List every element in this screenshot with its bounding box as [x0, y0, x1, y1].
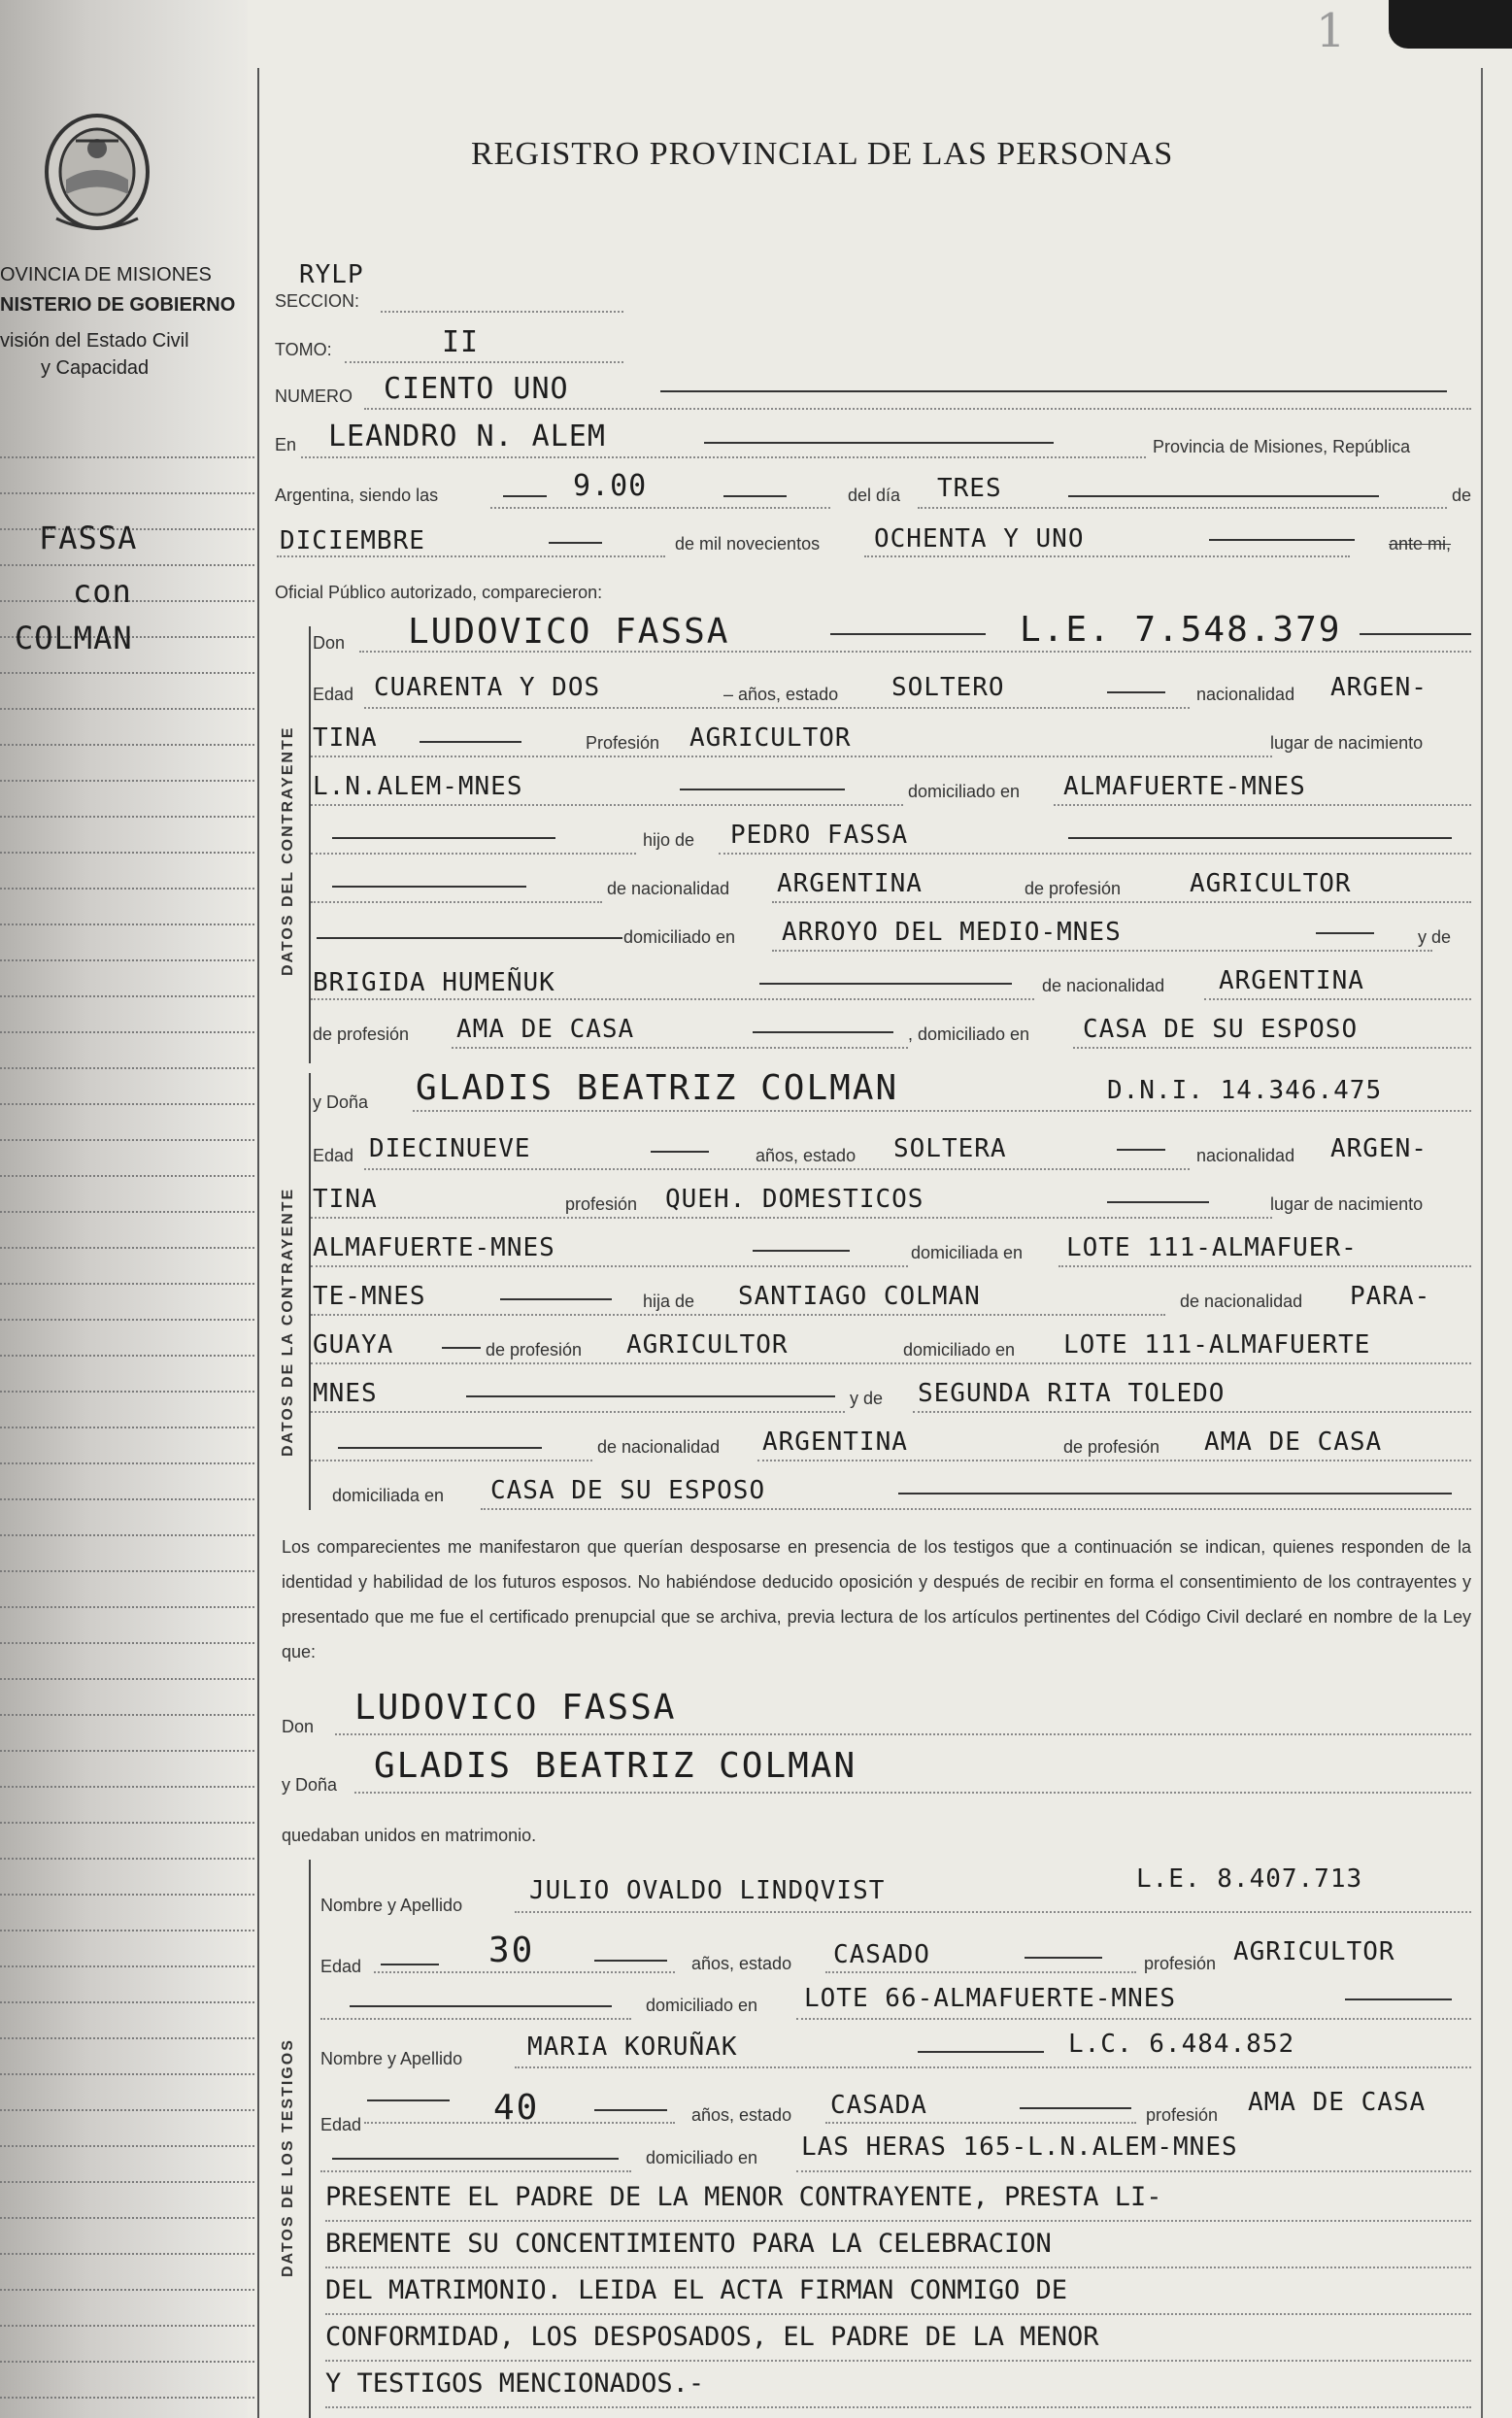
contrayente-f-profesion: QUEH. DOMESTICOS — [665, 1185, 924, 1214]
margin-ruled-line — [0, 1355, 254, 1357]
contrayente-f-nacionalidad-1: ARGEN- — [1330, 1134, 1428, 1163]
mes-line — [277, 555, 665, 557]
contrayente-f-lugar-nac: ALMAFUERTE-MNES — [313, 1233, 555, 1262]
margin-ruled-line — [0, 1283, 254, 1285]
contrayente-madre-nacionalidad: ARGENTINA — [1219, 966, 1364, 995]
margin-ruled-line — [0, 2001, 254, 2003]
f-anios-label: años, estado — [756, 1146, 857, 1165]
contrayente-nacionalidad-1: ARGEN- — [1330, 673, 1428, 702]
margin-ruled-line — [0, 1894, 254, 1896]
f-profesion-line — [311, 1217, 1272, 1219]
testigos-bracket — [309, 1860, 311, 2418]
del-dia-label: del día — [848, 486, 901, 505]
t1-edad-line — [374, 1971, 675, 1973]
t1-profesion: AGRICULTOR — [1233, 1937, 1395, 1966]
tomo-label: TOMO: — [275, 340, 332, 359]
t1-anios-label: años, estado — [691, 1954, 792, 1973]
hora-line — [490, 507, 830, 509]
t2-edad-label: Edad — [320, 2115, 362, 2134]
f-madre-line — [913, 1411, 1471, 1413]
margin-ruled-line — [0, 995, 254, 997]
t1-prof-label: profesión — [1144, 1954, 1217, 1973]
anio-line — [864, 555, 1350, 557]
t2-profesion: AMA DE CASA — [1248, 2088, 1427, 2117]
f-domiciliada-label: domiciliada en — [911, 1243, 1024, 1262]
t2-nombre-label: Nombre y Apellido — [320, 2049, 463, 2068]
margin-ruled-line — [0, 564, 254, 566]
numero-line — [364, 408, 1471, 410]
margin-ruled-line — [0, 1786, 254, 1788]
padre-dom-dash — [317, 937, 622, 939]
dona-label: y Doña — [313, 1092, 369, 1112]
contrayente-domicilio: ALMAFUERTE-MNES — [1063, 772, 1306, 801]
contrayente-padre: PEDRO FASSA — [730, 821, 909, 850]
hijo-pre-line — [311, 853, 636, 855]
margin-ruled-line — [0, 456, 254, 458]
t2-dom-line — [796, 2170, 1471, 2172]
hora-dash-2 — [723, 495, 787, 497]
f-mnac-dash — [338, 1447, 542, 1449]
contrayente-f-bracket — [309, 1073, 311, 1510]
f-y-de-label: y de — [850, 1389, 884, 1408]
f-pdom2-dash — [466, 1395, 835, 1397]
oficial-label: Oficial Público autorizado, comparecieron: — [275, 583, 603, 602]
margin-ruled-line — [0, 1930, 254, 1931]
declaracion-text: Los comparecientes me manifestaron que querían desposarse en presencia de los testigos que a continuación se indican, quienes responden de la identidad y habilidad de los futuros esposos. No habiéndose deducido oposición y después de recibir en forma el consentimiento de los contrayentes y presentado que me fue el certificado prenupcial que se archiva, previa lectura de los artículos pertinentes del Código Civil declaré en nombre de la Ley que: — [282, 1537, 1471, 1662]
margin-ruled-line — [0, 852, 254, 854]
f-mdom-line — [481, 1508, 1471, 1510]
t1-edad-label: Edad — [320, 1957, 362, 1976]
contrayente-f-domicilio-1: LOTE 111-ALMAFUER- — [1066, 1233, 1358, 1262]
t1-dom-pre-line — [320, 2018, 631, 2020]
padre-prof-label: de profesión — [1025, 879, 1122, 898]
contrayente-f-madre-nacionalidad: ARGENTINA — [762, 1427, 908, 1457]
header-division: visión del Estado Civil — [0, 330, 189, 352]
margin-ruled-line — [0, 1606, 254, 1608]
margin-ruled-line — [0, 1139, 254, 1141]
margin-ruled-line — [0, 1678, 254, 1680]
f-padre-line — [311, 1314, 1165, 1316]
f-lugar-nac-line — [311, 1265, 908, 1267]
t2-nombre-dash — [918, 2051, 1044, 2053]
anio-value: OCHENTA Y UNO — [874, 524, 1085, 554]
margin-ruled-line — [0, 1965, 254, 1967]
contrayente-madre-profesion: AMA DE CASA — [456, 1015, 635, 1044]
tomo-value: II — [442, 325, 480, 359]
document-title: REGISTRO PROVINCIAL DE LAS PERSONAS — [471, 136, 1174, 172]
lugar-value: LEANDRO N. ALEM — [328, 420, 606, 453]
margin-ruled-line — [0, 2397, 254, 2399]
contrayente-f-padre-nacionalidad-2: GUAYA — [313, 1330, 394, 1360]
margin-ruled-line — [0, 2037, 254, 2039]
t2-edad-line — [364, 2122, 675, 2124]
anio-label: de mil novecientos — [675, 534, 821, 554]
f-mdom-dash — [898, 1493, 1452, 1494]
union-don: LUDOVICO FASSA — [354, 1688, 677, 1728]
seccion-value: RYLP — [299, 260, 364, 289]
padre-line — [719, 853, 1471, 855]
contrayente-documento: L.E. 7.548.379 — [1020, 610, 1342, 650]
margin-ruled-line — [0, 2073, 254, 2075]
margin-ruled-line — [0, 2325, 254, 2327]
t1-edad-dash-2 — [594, 1960, 667, 1962]
t1-nombre-line — [515, 1911, 1471, 1913]
margin-ruled-line — [0, 1570, 254, 1572]
f-mprof-line — [757, 1460, 1471, 1461]
margin-ruled-line — [0, 1462, 254, 1464]
nota-line: BREMENTE SU CONCENTIMIENTO PARA LA CELEBRACION — [325, 2222, 1471, 2268]
madre-dash — [759, 983, 1012, 985]
t2-estado-line — [825, 2122, 1136, 2124]
contrayente-section-label: DATOS DEL CONTRAYENTE — [280, 725, 296, 976]
madre-nac-label: de nacionalidad — [1042, 976, 1165, 995]
header-province: OVINCIA DE MISIONES — [0, 264, 212, 285]
don-line — [359, 651, 1471, 653]
margin-name-1: FASSA — [39, 520, 138, 556]
f-edad-dash — [651, 1151, 709, 1153]
t1-nombre: JULIO OVALDO LINDQVIST — [529, 1876, 886, 1905]
f-profesion-label: profesión — [565, 1194, 638, 1214]
margin-ruled-line — [0, 492, 254, 494]
tomo-line — [345, 361, 623, 363]
domiciliado-label: domiciliado en — [908, 782, 1021, 801]
madre-dom-line — [1073, 1047, 1471, 1049]
contrayente-estado: SOLTERO — [891, 673, 1005, 702]
t2-dom-label: domiciliado en — [646, 2148, 758, 2167]
t1-dom-dash — [350, 2005, 612, 2007]
t2-edad: 40 — [493, 2088, 540, 2128]
f-pnac-dash — [442, 1347, 481, 1349]
margin-ruled-line — [0, 1031, 254, 1033]
contrayente-padre-nacionalidad: ARGENTINA — [777, 869, 923, 898]
t1-estado-dash — [1025, 1957, 1102, 1959]
padre-dom-dash-2 — [1316, 932, 1374, 934]
contrayente-f-nacionalidad-2: TINA — [313, 1185, 378, 1214]
t1-edad: 30 — [488, 1931, 535, 1970]
nota-line: PRESENTE EL PADRE DE LA MENOR CONTRAYENTE, PRESTA LI- — [325, 2175, 1471, 2222]
union-dona: GLADIS BEATRIZ COLMAN — [374, 1746, 857, 1786]
margin-ruled-line — [0, 1319, 254, 1321]
t1-dom-dash-2 — [1345, 1998, 1452, 2000]
contrayente-f-documento: D.N.I. 14.346.475 — [1107, 1076, 1383, 1105]
dona-line — [413, 1110, 1471, 1112]
contrayente-lugar-nac: L.N.ALEM-MNES — [313, 772, 523, 801]
margin-ruled-line — [0, 1534, 254, 1536]
nota-line: Y TESTIGOS MENCIONADOS.- — [325, 2362, 1471, 2408]
margin-ruled-line — [0, 2289, 254, 2291]
contrayente-padre-domicilio: ARROYO DEL MEDIO-MNES — [782, 918, 1122, 947]
contrayente-f-section-label: DATOS DE LA CONTRAYENTE — [280, 1187, 296, 1457]
t1-doc: L.E. 8.407.713 — [1136, 1864, 1363, 1894]
margin-divider — [257, 68, 259, 2418]
contrayente-padre-profesion: AGRICULTOR — [1190, 869, 1352, 898]
margin-ruled-line — [0, 2181, 254, 2183]
nac2-dash — [420, 741, 521, 743]
margin-ruled-line — [0, 744, 254, 746]
t1-dom-label: domiciliado en — [646, 1996, 758, 2015]
t2-estado: CASADA — [830, 2091, 927, 2120]
domicilio-line — [1054, 804, 1471, 806]
lugar-nac-label: lugar de nacimiento — [1270, 733, 1424, 753]
padre-nac-label: de nacionalidad — [607, 879, 730, 898]
nota-line: CONFORMIDAD, LOS DESPOSADOS, EL PADRE DE LA MENOR — [325, 2315, 1471, 2362]
profesion-line — [311, 756, 1272, 757]
margin-ruled-line — [0, 1427, 254, 1428]
contrayente-f-madre-domicilio: CASA DE SU ESPOSO — [490, 1476, 766, 1505]
f-madre-prof-label: de profesión — [1063, 1437, 1160, 1457]
contrayente-f-padre-profesion: AGRICULTOR — [626, 1330, 789, 1360]
f-estado-dash — [1117, 1149, 1165, 1151]
f-lugar-nac-dash — [753, 1250, 850, 1252]
provincia-label: Provincia de Misiones, República — [1153, 437, 1411, 456]
nombre-dash — [830, 633, 986, 635]
f-madre-nac-label: de nacionalidad — [597, 1437, 721, 1457]
t2-dom-pre-line — [320, 2170, 631, 2172]
seccion-line — [381, 311, 623, 313]
f-profesion-dash — [1107, 1201, 1209, 1203]
contrayente-madre-domicilio: CASA DE SU ESPOSO — [1083, 1015, 1359, 1044]
margin-ruled-line — [0, 2145, 254, 2147]
t2-domicilio: LAS HERAS 165-L.N.ALEM-MNES — [801, 2133, 1238, 2162]
union-don-label: Don — [282, 1717, 315, 1736]
f-domicilio-line — [1058, 1265, 1471, 1267]
t2-edad-dash-1 — [367, 2099, 450, 2101]
provincial-seal-icon — [37, 102, 158, 238]
lugar-dash — [704, 442, 1054, 444]
f-nacionalidad-label: nacionalidad — [1196, 1146, 1295, 1165]
margin-ruled-line — [0, 816, 254, 818]
t2-nombre: MARIA KORUÑAK — [527, 2032, 738, 2062]
margin-ruled-line — [0, 1858, 254, 1860]
nacionalidad-label: nacionalidad — [1196, 685, 1295, 704]
dia-dash — [1068, 495, 1379, 497]
margin-ruled-line — [0, 1750, 254, 1752]
numero-label: NUMERO — [275, 386, 353, 406]
contrayente-madre: BRIGIDA HUMEÑUK — [313, 968, 555, 997]
documento-dash — [1360, 633, 1471, 635]
margin-ruled-line — [0, 2361, 254, 2363]
margin-ruled-line — [0, 2253, 254, 2255]
right-border — [1481, 68, 1483, 2418]
lugar-nac-dash — [680, 789, 845, 790]
mes-dash — [549, 542, 602, 544]
contrayente-f-nombre: GLADIS BEATRIZ COLMAN — [416, 1068, 899, 1108]
contrayente-f-padre-domicilio-2: MNES — [313, 1379, 378, 1408]
f-padre-dom-label: domiciliado en — [903, 1340, 1016, 1360]
margin-ruled-line — [0, 1391, 254, 1393]
lugar-nac-line — [311, 804, 903, 806]
margin-ruled-line — [0, 1103, 254, 1105]
nota-line: DEL MATRIMONIO. LEIDA EL ACTA FIRMAN CONMIGO DE — [325, 2268, 1471, 2315]
f-lugar-nac-label: lugar de nacimiento — [1270, 1194, 1424, 1214]
numero-dash — [660, 390, 1447, 392]
header-ministry: NISTERIO DE GOBIERNO — [0, 294, 236, 316]
f-dom2-dash — [500, 1298, 612, 1300]
contrayente-f-padre: SANTIAGO COLMAN — [738, 1282, 981, 1311]
margin-ruled-line — [0, 780, 254, 782]
union-dona-line — [354, 1792, 1471, 1794]
margin-name-2: con — [73, 573, 132, 610]
contrayente-edad: CUARENTA Y DOS — [374, 673, 601, 702]
seccion-label: SECCION: — [275, 291, 360, 311]
edad-label: Edad — [313, 685, 354, 704]
margin-ruled-line — [0, 1714, 254, 1716]
madre-prof-dash — [753, 1031, 893, 1033]
y-de-label: y de — [1418, 927, 1452, 947]
profesion-label: Profesión — [586, 733, 660, 753]
margin-ruled-line — [0, 1247, 254, 1249]
margin-ruled-line — [0, 1067, 254, 1069]
contrayente-f-edad: DIECINUEVE — [369, 1134, 531, 1163]
f-mnac-pre-line — [311, 1460, 592, 1461]
contrayente-profesion: AGRICULTOR — [689, 723, 852, 753]
header-division-2: y Capacidad — [41, 357, 150, 379]
contrayente-f-madre: SEGUNDA RITA TOLEDO — [918, 1379, 1226, 1408]
union-dona-label: y Doña — [282, 1775, 338, 1795]
mes-value: DICIEMBRE — [280, 526, 425, 555]
madre-line — [311, 998, 1034, 1000]
ante-mi-label: ante mi, — [1389, 534, 1452, 554]
t1-dom-line — [796, 2018, 1471, 2020]
f-padre-nac-label: de nacionalidad — [1180, 1292, 1303, 1311]
margin-ruled-line — [0, 1822, 254, 1824]
en-label: En — [275, 435, 297, 454]
corner-tab — [1389, 0, 1512, 49]
estado-dash — [1107, 691, 1165, 693]
hora-dash-1 — [503, 495, 547, 497]
dia-line — [918, 507, 1447, 509]
margin-ruled-line — [0, 1642, 254, 1644]
t1-edad-dash-1 — [381, 1964, 439, 1965]
hora-value: 9.00 — [573, 469, 648, 503]
margin-ruled-line — [0, 672, 254, 674]
t2-dom-dash — [332, 2158, 619, 2160]
edad-line — [364, 707, 1190, 709]
f-edad-label: Edad — [313, 1146, 354, 1165]
f-madre-dom-label: domiciliada en — [332, 1486, 445, 1505]
hija-label: hija de — [643, 1292, 695, 1311]
madre-dom-label: , domiciliado en — [908, 1024, 1030, 1044]
padre-prof-line — [772, 901, 1471, 903]
t2-edad-dash-2 — [594, 2109, 667, 2111]
margin-ruled-line — [0, 2109, 254, 2111]
f-pdom2-line — [311, 1411, 845, 1413]
margin-ruled-line — [0, 1175, 254, 1177]
hijo-dash — [332, 837, 555, 839]
contrayente-f-estado: SOLTERA — [893, 1134, 1007, 1163]
margin-ruled-line — [0, 1211, 254, 1213]
union-don-line — [335, 1733, 1471, 1735]
margin-ruled-line — [0, 708, 254, 710]
margin-ruled-line — [0, 924, 254, 925]
contrayente-f-domicilio-2: TE-MNES — [313, 1282, 426, 1311]
margin-name-3: COLMAN — [15, 620, 133, 656]
padre-nac-dash — [332, 886, 526, 888]
f-padre-dom-line — [311, 1362, 1471, 1364]
testigos-section-label: DATOS DE LOS TESTIGOS — [280, 2038, 296, 2277]
t1-domicilio: LOTE 66-ALMAFUERTE-MNES — [804, 1984, 1177, 2013]
contrayente-nombre: LUDOVICO FASSA — [408, 612, 730, 652]
argentina-label: Argentina, siendo las — [275, 486, 439, 505]
t2-nombre-line — [515, 2066, 1471, 2068]
margin-ruled-line — [0, 2217, 254, 2219]
padre-dash — [1068, 837, 1452, 839]
t2-doc: L.C. 6.484.852 — [1068, 2030, 1295, 2059]
padre-dom-label: domiciliado en — [623, 927, 736, 947]
f-edad-line — [364, 1168, 1190, 1170]
notas-block — [325, 2175, 1471, 2408]
contrayente-f-madre-profesion: AMA DE CASA — [1204, 1427, 1383, 1457]
padre-dom-line — [772, 950, 1432, 952]
numero-value: CIENTO UNO — [384, 372, 569, 406]
contrayente-f-padre-domicilio-1: LOTE 111-ALMAFUERTE — [1063, 1330, 1371, 1360]
contrayente-f-padre-nacionalidad-1: PARA- — [1350, 1282, 1431, 1311]
union-cierre: quedaban unidos en matrimonio. — [282, 1826, 537, 1845]
anios-label: – años, estado — [723, 685, 839, 704]
t1-estado-line — [825, 1971, 1136, 1973]
hijo-label: hijo de — [643, 830, 695, 850]
padre-nac-pre-line — [311, 901, 602, 903]
page-number: 1 — [1316, 4, 1346, 58]
t1-estado: CASADO — [833, 1940, 930, 1969]
margin-ruled-line — [0, 1498, 254, 1500]
t1-nombre-label: Nombre y Apellido — [320, 1896, 463, 1915]
madre-prof-line — [452, 1047, 908, 1049]
contrayente-nacionalidad-2: TINA — [313, 723, 378, 753]
anio-dash — [1209, 539, 1355, 541]
madre-prof-label: de profesión — [313, 1024, 410, 1044]
margin-ruled-line — [0, 959, 254, 961]
lugar-line — [301, 456, 1146, 458]
de-label: de — [1452, 486, 1472, 505]
t2-anios-label: años, estado — [691, 2105, 792, 2125]
margin-ruled-line — [0, 888, 254, 890]
dia-value: TRES — [937, 474, 1002, 503]
f-padre-prof-label: de profesión — [486, 1340, 583, 1360]
don-label: Don — [313, 633, 346, 653]
t2-prof-label: profesión — [1146, 2105, 1219, 2125]
madre-nac-line — [1204, 998, 1471, 1000]
t2-estado-dash — [1020, 2107, 1131, 2109]
